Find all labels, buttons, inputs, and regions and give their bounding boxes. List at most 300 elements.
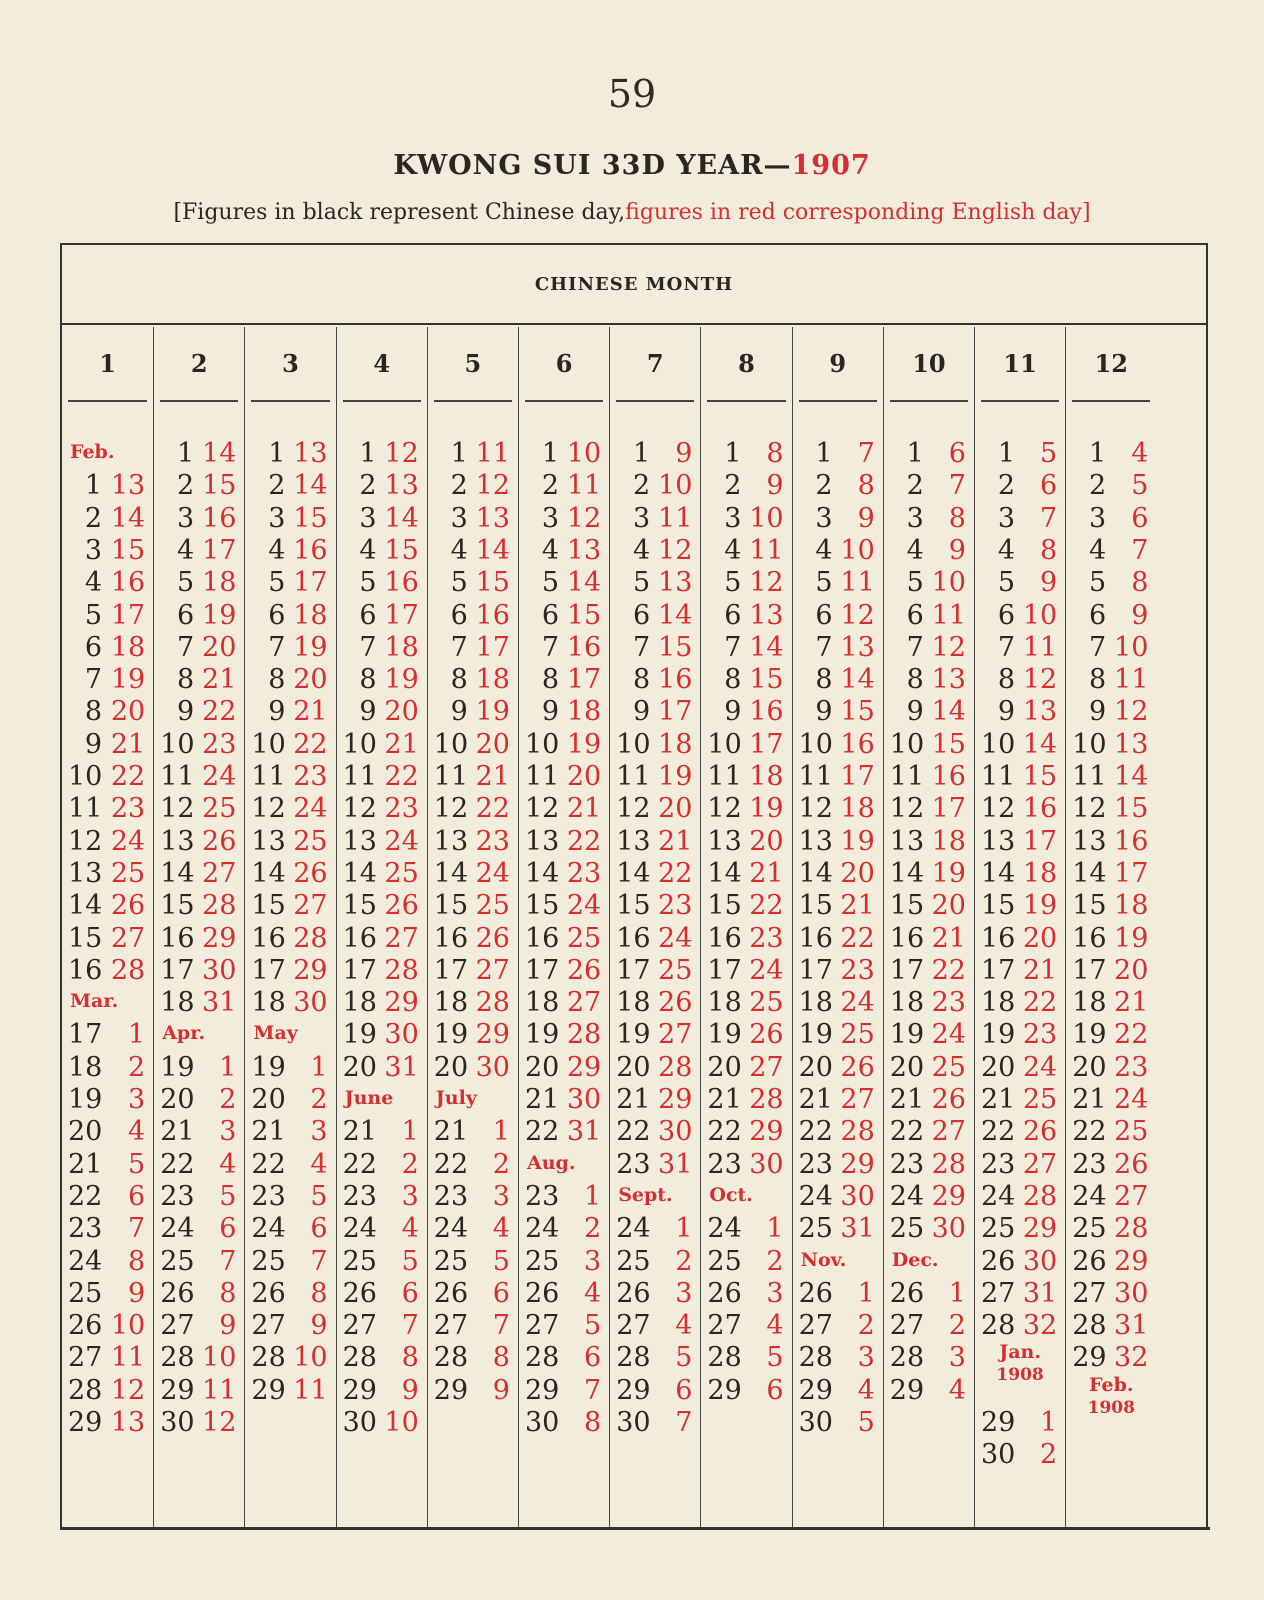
english-day: 6 — [401, 1277, 419, 1309]
day-entry — [701, 858, 791, 890]
english-day: 27 — [658, 1019, 693, 1051]
chinese-day: 17 — [525, 954, 560, 986]
chinese-day: 22 — [525, 1116, 560, 1148]
chinese-day: 10 — [251, 728, 286, 760]
day-entry — [610, 664, 700, 696]
day-entry — [975, 1439, 1065, 1471]
chinese-day: 18 — [342, 987, 377, 1019]
english-day: 5 — [128, 1148, 146, 1180]
day-entry — [1066, 1278, 1156, 1310]
day-entry — [519, 664, 609, 696]
english-day: 13 — [110, 470, 146, 502]
english-day: 14 — [840, 664, 875, 696]
chinese-day: 17 — [889, 954, 925, 986]
day-entry — [245, 1278, 335, 1310]
chinese-day: 18 — [251, 987, 286, 1019]
chinese-day: 11 — [798, 761, 833, 792]
day-entry — [793, 567, 883, 599]
chinese-day: 12 — [160, 793, 195, 825]
english-day: 12 — [749, 567, 784, 599]
english-day: 25 — [840, 1019, 875, 1051]
english-day: 30 — [202, 954, 237, 986]
english-day: 16 — [1114, 825, 1149, 857]
chinese-day: 18 — [616, 987, 651, 1019]
english-day: 18 — [110, 631, 146, 663]
day-entry — [62, 793, 153, 825]
english-day: 15 — [202, 470, 237, 502]
english-day: 31 — [566, 1116, 602, 1148]
english-day: 26 — [566, 954, 602, 986]
chinese-day: 23 — [889, 1148, 925, 1180]
chinese-day: 6 — [177, 599, 195, 631]
english-day: 30 — [475, 1051, 510, 1083]
english-day: 5 — [584, 1310, 602, 1342]
english-day: 2 — [766, 1245, 784, 1277]
english-day: 13 — [384, 470, 419, 502]
chinese-day: 6 — [724, 599, 742, 631]
english-day: 20 — [1022, 922, 1058, 954]
chinese-day: 7 — [815, 631, 833, 663]
subtitle-legend — [0, 200, 1264, 225]
english-day: 17 — [1022, 825, 1058, 857]
chinese-day: 13 — [525, 825, 560, 857]
english-day: 30 — [1114, 1277, 1149, 1309]
day-entry — [610, 1342, 700, 1374]
english-day: 18 — [1114, 890, 1149, 922]
chinese-day: 17 — [798, 954, 833, 986]
english-day: 20 — [384, 696, 419, 728]
english-day: 22 — [110, 761, 146, 792]
day-entry — [975, 1019, 1065, 1051]
day-entry — [428, 923, 518, 955]
english-day: 4 — [401, 1213, 419, 1245]
english-day: 10 — [931, 567, 966, 599]
chinese-day: 21 — [1072, 1084, 1107, 1115]
chinese-day: 19 — [251, 1051, 286, 1083]
chinese-day: 11 — [981, 761, 1016, 792]
english-day: 15 — [840, 696, 875, 728]
english-day: 5 — [857, 1407, 875, 1438]
day-entry — [884, 890, 974, 922]
day-entry — [701, 890, 791, 922]
month-column-1 — [62, 327, 153, 1527]
english-day: 6 — [584, 1342, 602, 1374]
day-entry — [610, 1052, 700, 1084]
chinese-day: 14 — [798, 857, 833, 889]
day-entry — [884, 1084, 974, 1116]
english-day: 12 — [566, 502, 602, 534]
chinese-day: 3 — [1089, 502, 1107, 534]
chinese-day: 2 — [1089, 470, 1107, 502]
english-day: 21 — [475, 761, 510, 792]
english-day: 2 — [492, 1148, 510, 1180]
day-entry — [701, 793, 791, 825]
day-entry — [519, 793, 609, 825]
chinese-day: 23 — [616, 1148, 651, 1180]
english-day: 24 — [840, 987, 875, 1019]
chinese-day: 22 — [433, 1148, 469, 1180]
chinese-day: 9 — [633, 696, 651, 728]
day-entry — [1066, 600, 1156, 632]
english-day: 20 — [110, 696, 146, 728]
chinese-day: 25 — [251, 1245, 286, 1277]
chinese-day: 25 — [68, 1277, 103, 1309]
english-day: 25 — [931, 1051, 966, 1083]
english-day: 14 — [658, 599, 693, 631]
chinese-day: 16 — [1072, 922, 1107, 954]
day-entry — [793, 1052, 883, 1084]
chinese-day: 10 — [1072, 728, 1107, 760]
english-month-label: Nov. — [800, 1248, 847, 1271]
day-entry — [62, 890, 153, 922]
month-column-9 — [792, 327, 883, 1527]
chinese-day: 28 — [707, 1342, 742, 1374]
chinese-day: 20 — [1072, 1051, 1107, 1083]
day-entry — [884, 470, 974, 502]
english-day: 15 — [110, 534, 146, 566]
day-entry — [154, 470, 244, 502]
chinese-day: 29 — [981, 1407, 1016, 1438]
chinese-day: 11 — [525, 761, 560, 792]
english-day: 17 — [110, 599, 146, 631]
day-entry — [245, 1052, 335, 1084]
english-day: 7 — [584, 1374, 602, 1406]
english-day: 9 — [675, 438, 693, 469]
english-day: 30 — [1022, 1245, 1058, 1277]
chinese-day: 18 — [798, 987, 833, 1019]
english-day: 14 — [1114, 761, 1149, 792]
chinese-day: 1 — [1089, 438, 1107, 469]
day-entry — [975, 664, 1065, 696]
day-entry — [245, 696, 335, 728]
english-day: 8 — [401, 1342, 419, 1374]
english-day: 9 — [310, 1310, 328, 1342]
english-day: 2 — [584, 1213, 602, 1245]
chinese-day: 5 — [724, 567, 742, 599]
day-entry — [154, 761, 244, 793]
day-entry — [428, 1181, 518, 1213]
english-day: 23 — [293, 761, 328, 792]
english-day: 2 — [128, 1051, 146, 1083]
chinese-day: 10 — [433, 728, 469, 760]
chinese-day: 27 — [798, 1310, 833, 1342]
chinese-day: 27 — [616, 1310, 651, 1342]
chinese-day: 19 — [342, 1019, 377, 1051]
english-day: 27 — [293, 890, 328, 922]
english-day: 2 — [948, 1310, 966, 1342]
chinese-day: 1 — [359, 438, 377, 469]
chinese-day: 14 — [707, 857, 742, 889]
english-day: 1 — [310, 1051, 328, 1083]
english-day: 2 — [675, 1245, 693, 1277]
day-entry — [884, 826, 974, 858]
chinese-day: 4 — [724, 534, 742, 566]
english-day: 19 — [840, 825, 875, 857]
chinese-day: 12 — [798, 793, 833, 825]
english-day: 11 — [749, 534, 784, 566]
chinese-day: 16 — [889, 922, 925, 954]
chinese-day: 13 — [798, 825, 833, 857]
english-month-label: Sept. — [618, 1183, 673, 1206]
english-day: 29 — [293, 954, 328, 986]
day-entry — [245, 503, 335, 535]
english-month-label: May — [253, 1022, 298, 1045]
day-entry — [154, 1278, 244, 1310]
day-entry — [701, 438, 791, 470]
day-entry — [975, 1407, 1065, 1439]
day-entry — [1066, 664, 1156, 696]
english-day: 28 — [475, 987, 510, 1019]
day-entry — [1066, 955, 1156, 987]
english-day: 10 — [658, 470, 693, 502]
day-entry — [62, 1084, 153, 1116]
english-day: 19 — [293, 631, 328, 663]
chinese-day: 4 — [633, 534, 651, 566]
english-day: 12 — [110, 1374, 146, 1406]
day-entry — [1066, 793, 1156, 825]
chinese-day: 16 — [981, 922, 1016, 954]
chinese-day: 8 — [815, 664, 833, 696]
chinese-day: 3 — [633, 502, 651, 534]
english-day: 21 — [384, 728, 419, 760]
day-entry — [154, 858, 244, 890]
chinese-day: 1 — [450, 438, 468, 469]
day-entry — [884, 1116, 974, 1148]
day-entry — [793, 1149, 883, 1181]
subtitle-black-part: [Figures in black represent Chinese day, — [173, 200, 626, 225]
chinese-day: 4 — [268, 534, 286, 566]
english-day: 6 — [1131, 502, 1149, 534]
day-entry — [519, 826, 609, 858]
month-header-rule — [616, 400, 694, 402]
chinese-day: 9 — [906, 696, 924, 728]
chinese-day: 26 — [68, 1310, 103, 1342]
english-day: 20 — [566, 761, 602, 792]
chinese-day: 17 — [981, 954, 1016, 986]
chinese-day: 29 — [889, 1374, 925, 1406]
day-entry — [154, 793, 244, 825]
day-entry — [245, 600, 335, 632]
english-day: 3 — [584, 1245, 602, 1277]
chinese-day: 23 — [433, 1180, 469, 1212]
chinese-day: 18 — [889, 987, 925, 1019]
day-entry — [610, 438, 700, 470]
day-entry — [701, 600, 791, 632]
english-day: 16 — [110, 567, 146, 599]
english-day: 18 — [840, 793, 875, 825]
title-main: KWONG SUI 33D YEAR— — [393, 150, 792, 181]
chinese-day: 16 — [707, 922, 742, 954]
day-entry — [975, 987, 1065, 1019]
english-day: 14 — [293, 470, 328, 502]
english-day: 3 — [128, 1084, 146, 1115]
english-day: 17 — [931, 793, 966, 825]
chinese-day: 12 — [433, 793, 469, 825]
chinese-day: 15 — [342, 890, 377, 922]
chinese-day: 27 — [160, 1310, 195, 1342]
chinese-day: 21 — [981, 1084, 1016, 1115]
day-entry — [245, 664, 335, 696]
chinese-day: 28 — [616, 1342, 651, 1374]
english-day: 28 — [840, 1116, 875, 1148]
day-entry — [701, 987, 791, 1019]
chinese-day: 12 — [342, 793, 377, 825]
day-entry — [610, 535, 700, 567]
day-entry — [154, 664, 244, 696]
english-day: 16 — [931, 761, 966, 792]
english-day: 4 — [128, 1116, 146, 1148]
chinese-day: 29 — [251, 1374, 286, 1406]
english-day: 12 — [931, 631, 966, 663]
chinese-day: 17 — [342, 954, 377, 986]
chinese-day: 19 — [707, 1019, 742, 1051]
english-day: 20 — [202, 631, 237, 663]
day-entry — [519, 858, 609, 890]
english-day: 7 — [219, 1245, 237, 1277]
chinese-day: 20 — [433, 1051, 469, 1083]
chinese-day: 19 — [525, 1019, 560, 1051]
chinese-day: 21 — [433, 1116, 469, 1148]
chinese-day: 7 — [1089, 631, 1107, 663]
english-day: 29 — [840, 1148, 875, 1180]
english-day: 8 — [492, 1342, 510, 1374]
english-day: 26 — [1114, 1148, 1149, 1180]
day-entry — [1066, 1342, 1156, 1374]
day-entry — [154, 438, 244, 470]
english-day: 1 — [857, 1277, 875, 1309]
english-month-label: Feb. — [70, 441, 115, 463]
chinese-day: 29 — [160, 1374, 195, 1406]
english-day: 7 — [1040, 502, 1058, 534]
day-entry — [428, 535, 518, 567]
day-entry — [337, 923, 427, 955]
chinese-day: 13 — [1072, 825, 1107, 857]
chinese-day: 4 — [84, 567, 102, 599]
english-day: 2 — [310, 1084, 328, 1115]
day-entry — [62, 1246, 153, 1278]
chinese-day: 28 — [342, 1342, 377, 1374]
english-day: 12 — [658, 534, 693, 566]
english-day: 19 — [110, 664, 146, 696]
english-day: 6 — [492, 1277, 510, 1309]
day-entry — [884, 1019, 974, 1051]
chinese-day: 13 — [160, 825, 195, 857]
english-day: 17 — [749, 728, 784, 760]
english-day: 14 — [749, 631, 784, 663]
chinese-day: 26 — [160, 1277, 195, 1309]
chinese-day: 5 — [268, 567, 286, 599]
month-number: 5 — [464, 349, 482, 378]
chinese-day: 8 — [177, 664, 195, 696]
day-entry — [337, 1052, 427, 1084]
english-day: 18 — [202, 567, 237, 599]
english-day: 24 — [384, 825, 419, 857]
chinese-day: 3 — [815, 502, 833, 534]
chinese-day: 25 — [525, 1245, 560, 1277]
month-header-rule — [890, 400, 968, 402]
english-day: 16 — [749, 696, 784, 728]
chinese-day: 19 — [1072, 1019, 1107, 1051]
chinese-day: 17 — [68, 1019, 103, 1051]
chinese-day: 6 — [268, 599, 286, 631]
chinese-day: 11 — [707, 761, 742, 792]
day-entry — [428, 1116, 518, 1148]
month-column-5 — [427, 327, 518, 1527]
day-entry — [793, 1213, 883, 1245]
day-entry — [154, 1310, 244, 1342]
english-day: 19 — [566, 728, 602, 760]
day-entry — [62, 1213, 153, 1245]
chinese-day: 10 — [889, 728, 925, 760]
chinese-day: 25 — [981, 1213, 1016, 1245]
chinese-day: 1 — [815, 438, 833, 469]
english-day: 5 — [492, 1245, 510, 1277]
english-day: 9 — [857, 502, 875, 534]
chinese-day: 23 — [160, 1180, 195, 1212]
english-day: 11 — [1022, 631, 1058, 663]
day-entry — [701, 826, 791, 858]
english-day: 5 — [310, 1180, 328, 1212]
chinese-day: 2 — [177, 470, 195, 502]
day-entry — [975, 1149, 1065, 1181]
day-entry — [519, 1019, 609, 1051]
chinese-day: 7 — [450, 631, 468, 663]
chinese-day: 14 — [251, 857, 286, 889]
english-day: 12 — [1114, 696, 1149, 728]
english-day: 21 — [931, 922, 966, 954]
day-entry — [701, 1084, 791, 1116]
chinese-day: 21 — [68, 1148, 103, 1180]
day-entry — [62, 923, 153, 955]
day-entry — [245, 1116, 335, 1148]
day-entry — [884, 1342, 974, 1374]
day-entry — [154, 826, 244, 858]
day-entry — [428, 1149, 518, 1181]
chinese-day: 1 — [633, 438, 651, 469]
chinese-day: 5 — [177, 567, 195, 599]
english-day: 31 — [658, 1148, 693, 1180]
chinese-day: 20 — [889, 1051, 925, 1083]
day-entry — [610, 826, 700, 858]
chinese-day: 25 — [889, 1213, 925, 1245]
english-month-label: Aug. — [527, 1151, 576, 1174]
chinese-day: 12 — [68, 825, 103, 857]
english-day: 22 — [1114, 1019, 1149, 1051]
chinese-day: 18 — [1072, 987, 1107, 1019]
english-day: 18 — [566, 696, 602, 728]
english-month-label: Oct. — [709, 1183, 753, 1206]
english-day: 28 — [931, 1148, 966, 1180]
day-entry — [245, 890, 335, 922]
english-day: 21 — [658, 825, 693, 857]
chinese-day: 25 — [1072, 1213, 1107, 1245]
english-day: 1 — [1040, 1407, 1058, 1438]
day-entry — [154, 1342, 244, 1374]
day-entry — [62, 1116, 153, 1148]
day-entry — [62, 1310, 153, 1342]
chinese-day: 27 — [68, 1342, 103, 1374]
english-day: 16 — [202, 502, 237, 534]
english-day: 27 — [384, 922, 419, 954]
day-entry — [154, 1407, 244, 1439]
day-entry — [884, 729, 974, 761]
day-entry — [154, 535, 244, 567]
chinese-day: 13 — [342, 825, 377, 857]
chinese-day: 18 — [707, 987, 742, 1019]
english-day: 10 — [293, 1342, 328, 1374]
chinese-day: 17 — [1072, 954, 1107, 986]
month-number: 6 — [555, 349, 573, 378]
